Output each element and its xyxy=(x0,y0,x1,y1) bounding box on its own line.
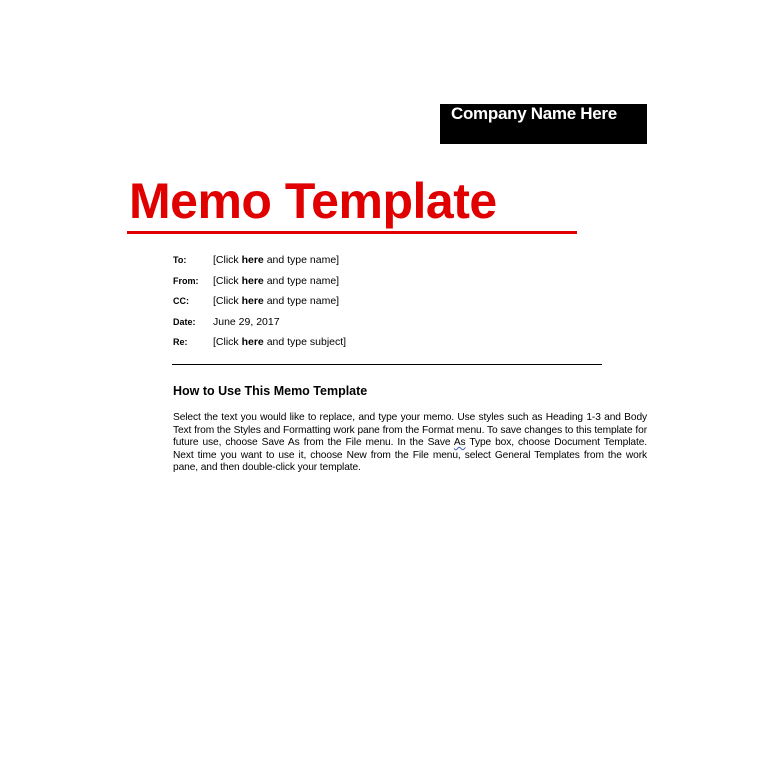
field-label-re: Re: xyxy=(173,337,188,348)
field-value-date[interactable]: June 29, 2017 xyxy=(213,315,280,328)
field-row-to xyxy=(173,250,346,271)
field-label-cc: CC: xyxy=(173,296,189,307)
spellcheck-word: As xyxy=(453,437,466,449)
field-row-re xyxy=(173,332,346,353)
company-name[interactable]: Company Name Here xyxy=(451,104,617,123)
field-value-from[interactable]: [Click here and type name] xyxy=(213,274,340,287)
field-row-cc xyxy=(173,291,346,312)
field-value-re[interactable]: [Click here and type subject] xyxy=(213,336,347,349)
field-value-cc[interactable]: [Click here and type name] xyxy=(213,295,340,308)
field-label-date: Date: xyxy=(173,316,196,327)
header-divider xyxy=(172,364,602,365)
field-label-from: From: xyxy=(173,275,199,286)
section-heading: How to Use This Memo Template xyxy=(173,384,368,398)
section-body[interactable]: Select the text you would like to replace, and type your memo. Use styles such as Heading 1-3 and Body Text from the Styles and Formatting work pane from the Format menu. To save changes to this template for future use, choose Save As from the File menu. In the Save As Type box, choose Document Template. Next time you want to use it, choose New from the File menu, select General Templates from the work pane, and then double-click your template. xyxy=(173,412,647,474)
company-name-box xyxy=(440,104,647,144)
field-label-to: To: xyxy=(173,255,187,266)
field-row-from xyxy=(173,271,346,292)
field-value-to[interactable]: [Click here and type name] xyxy=(213,254,340,267)
memo-fields xyxy=(173,250,346,353)
field-row-date xyxy=(173,312,346,333)
memo-title: Memo Template xyxy=(127,172,577,234)
